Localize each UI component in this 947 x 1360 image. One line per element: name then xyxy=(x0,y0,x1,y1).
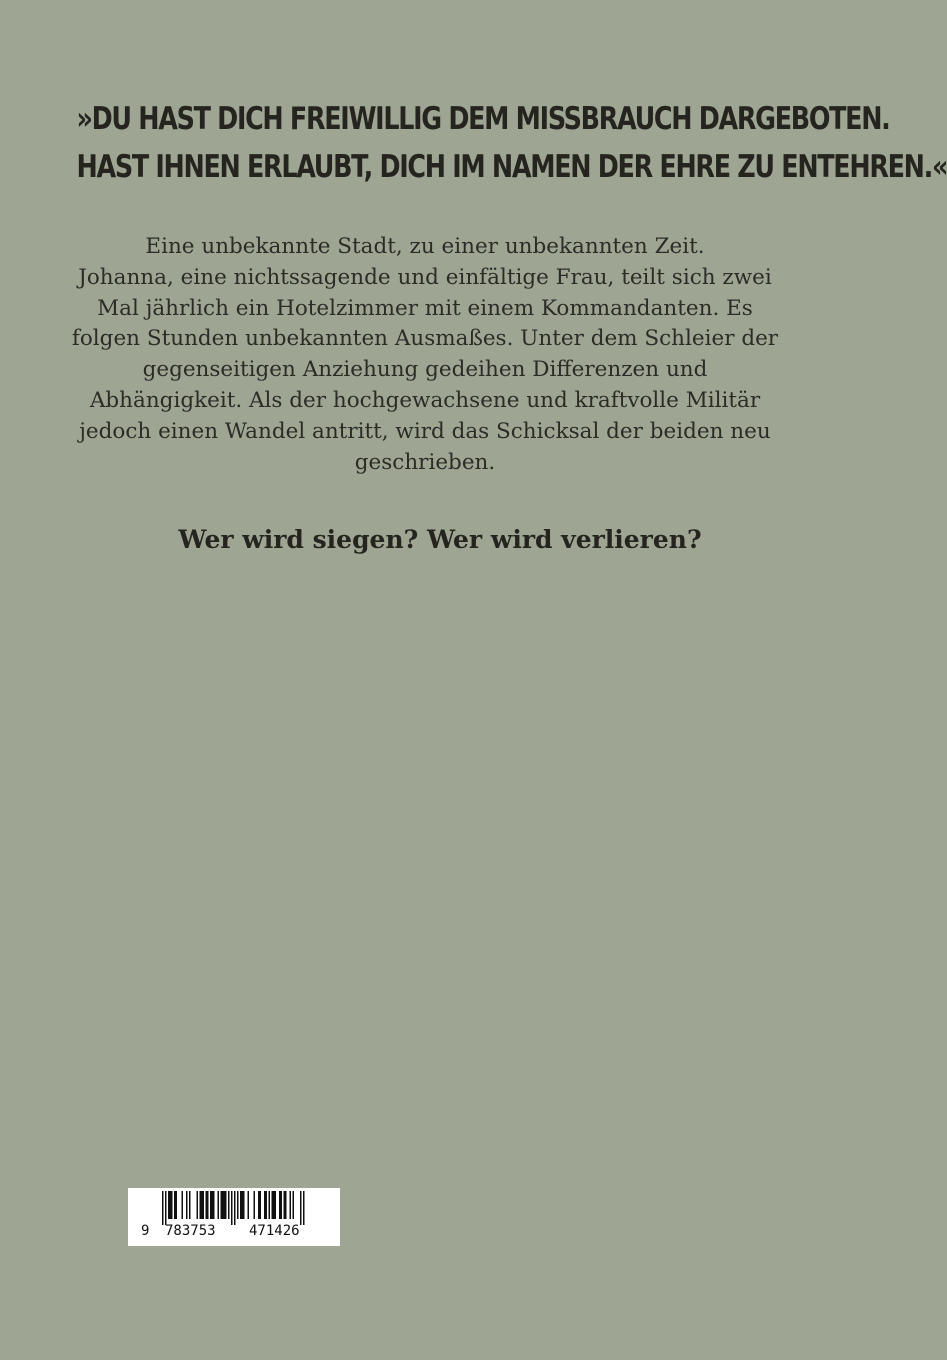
barcode-bar xyxy=(174,1191,176,1219)
barcode-bar xyxy=(285,1191,287,1219)
barcode-bar xyxy=(240,1191,242,1219)
barcode-bar xyxy=(207,1191,209,1219)
barcode-bar xyxy=(162,1191,164,1225)
barcode-bar xyxy=(300,1191,302,1225)
barcode-bars xyxy=(162,1191,305,1225)
barcode-bar xyxy=(222,1191,224,1219)
barcode-bar xyxy=(170,1191,172,1219)
barcode-graphic xyxy=(128,1188,340,1246)
barcode-bar xyxy=(218,1191,220,1219)
blurb-line: Eine unbekannte Stadt, zu einer unbekannten Zeit. xyxy=(145,234,705,259)
barcode-bar xyxy=(284,1191,286,1219)
barcode-bar xyxy=(221,1191,223,1219)
barcode-bar xyxy=(243,1191,245,1219)
barcode-digits-left: 783753 xyxy=(165,1223,216,1239)
barcode-bar xyxy=(273,1191,275,1219)
barcode-bar xyxy=(197,1191,199,1219)
barcode-bar xyxy=(206,1191,208,1219)
barcode-digit-lead: 9 xyxy=(141,1223,150,1239)
blurb-line: folgen Stunden unbekannten Ausmaßes. Unter dem Schleier der xyxy=(71,326,779,352)
barcode-bar xyxy=(248,1191,250,1219)
barcode-bar xyxy=(258,1191,260,1219)
barcode-bar xyxy=(224,1191,226,1219)
blurb-line: geschrieben. xyxy=(354,449,496,475)
barcode-bar xyxy=(303,1191,305,1225)
isbn-barcode xyxy=(128,1188,340,1246)
blurb-line: jedoch einen Wandel antritt, wird das Schicksal der beiden neu xyxy=(79,418,771,444)
blurb-line: Abhängigkeit. Als der hochgewachsene und kraftvolle Militär xyxy=(89,387,761,413)
quote-line-2: HAST IHNEN ERLAUBT, DICH IM NAMEN DER EHRE ZU ENTEHREN.« xyxy=(76,149,947,185)
barcode-bar xyxy=(210,1191,212,1219)
barcode-digits-right: 471426 xyxy=(249,1223,300,1239)
blurb-line: Mal jährlich ein Hotelzimmer mit einem Kommandanten. Es xyxy=(97,295,753,321)
barcode-bar xyxy=(260,1191,262,1219)
blurb-line: gegenseitigen Anziehung gedeihen Differenzen und xyxy=(142,357,708,383)
barcode-bar xyxy=(165,1191,167,1225)
barcode-bar xyxy=(171,1191,173,1219)
barcode-bar xyxy=(293,1191,295,1219)
blurb-text xyxy=(30,232,820,478)
barcode-bar xyxy=(281,1191,283,1219)
barcode-bar xyxy=(200,1191,202,1219)
barcode-bar xyxy=(213,1191,215,1219)
barcode-bar xyxy=(275,1191,277,1219)
barcode-bar xyxy=(168,1191,170,1219)
barcode-bar xyxy=(203,1191,205,1219)
barcode-bar xyxy=(269,1191,271,1219)
quote-line-1: »DU HAST DICH FREIWILLIG DEM MISSBRAUCH DARGEBOTEN. xyxy=(76,101,890,137)
cover-quote xyxy=(76,95,947,191)
barcode-bar xyxy=(290,1191,292,1219)
barcode-bar xyxy=(254,1191,256,1219)
barcode-bar xyxy=(212,1191,214,1219)
barcode-bar xyxy=(231,1191,233,1225)
barcode-bar xyxy=(242,1191,244,1219)
barcode-bar xyxy=(266,1191,268,1219)
barcode-bar xyxy=(201,1191,203,1219)
barcode-bar xyxy=(264,1191,266,1219)
barcode-bar xyxy=(189,1191,191,1219)
tagline-question: Wer wird siegen? Wer wird verlieren? xyxy=(178,525,702,554)
barcode-bar xyxy=(237,1191,239,1219)
barcode-bar xyxy=(225,1191,227,1219)
barcode-bar xyxy=(234,1191,236,1225)
barcode-bar xyxy=(279,1191,281,1219)
barcode-bar xyxy=(272,1191,274,1219)
barcode-bar xyxy=(186,1191,188,1219)
barcode-bar xyxy=(176,1191,178,1219)
barcode-bar xyxy=(182,1191,184,1219)
barcode-bar xyxy=(228,1191,230,1219)
blurb-line: Johanna, eine nichtssagende und einfältige Frau, teilt sich zwei xyxy=(78,264,772,290)
